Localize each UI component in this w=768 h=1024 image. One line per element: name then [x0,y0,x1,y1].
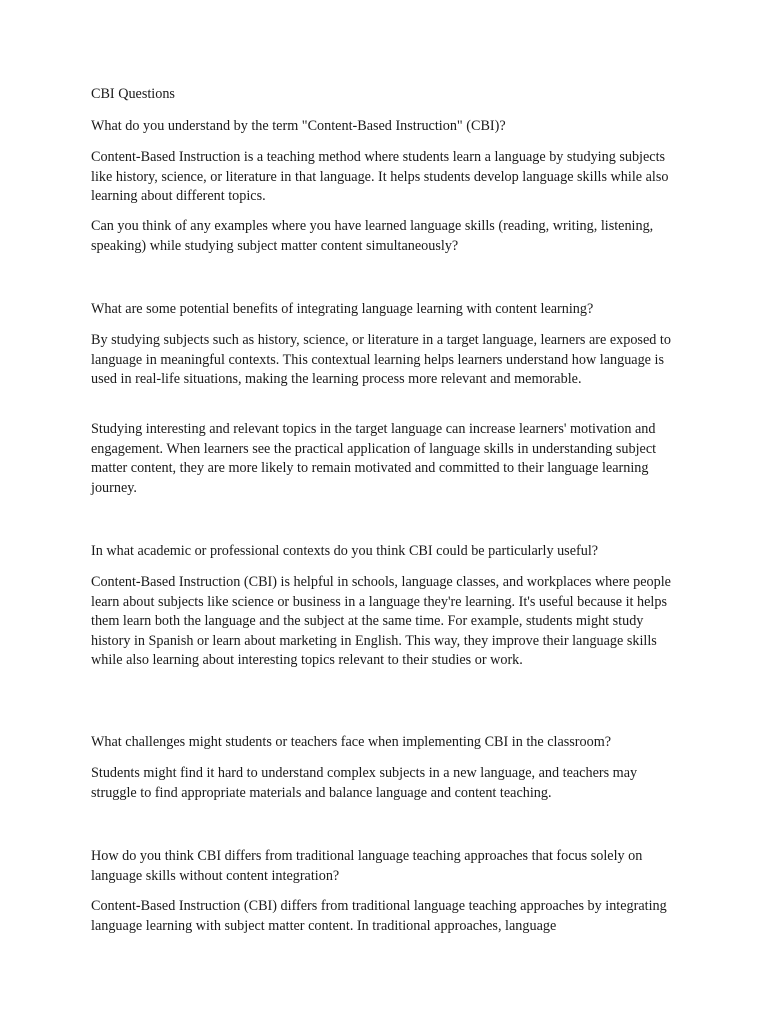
answer-1-2: Can you think of any examples where you have learned language skills (reading, writing, listening, speaking) while studying subject matter content simultaneously? [91,218,654,254]
answer-4-1: Students might find it hard to understand complex subjects in a new language, and teachers may struggle to find appropriate materials and balance language and content teaching. [91,765,638,801]
document-title: CBI Questions [91,86,175,102]
question-5: How do you think CBI differs from traditional language teaching approaches that focus solely on language skills without content integration? [91,848,643,884]
question-4: What challenges might students or teachers face when implementing CBI in the classroom? [91,734,612,750]
answer-5-1: Content-Based Instruction (CBI) differs from traditional language teaching approaches by integrating language learning with subject matter content. In traditional approaches, language [91,898,667,934]
question-1: What do you understand by the term "Content-Based Instruction" (CBI)? [91,118,506,134]
answer-2-1: By studying subjects such as history, science, or literature in a target language, learners are exposed to language in meaningful contexts. This contextual learning helps learners understand how language is used in real-life situations, making the learning process more relevant and memorable. [91,332,671,388]
answer-1-1: Content-Based Instruction is a teaching method where students learn a language by studying subjects like history, science, or literature in that language. It helps students develop language skills while also learning about different topics. [91,149,669,205]
question-2: What are some potential benefits of integrating language learning with content learning? [91,301,594,317]
answer-3-1: Content-Based Instruction (CBI) is helpful in schools, language classes, and workplaces where people learn about subjects like science or business in a language they're learning. It's useful because it helps them learn both the language and the subject at the same time. For example, students might study history in Spanish or learn about marketing in English. This way, they improve their language skills while also learning about interesting topics relevant to their studies or work. [91,574,671,669]
question-3: In what academic or professional contexts do you think CBI could be particularly useful? [91,543,599,559]
answer-2-2: Studying interesting and relevant topics in the target language can increase learners' motivation and engagement. When learners see the practical application of language skills in understanding subject matter content, they are more likely to remain motivated and committed to their language learning journey. [91,421,657,496]
